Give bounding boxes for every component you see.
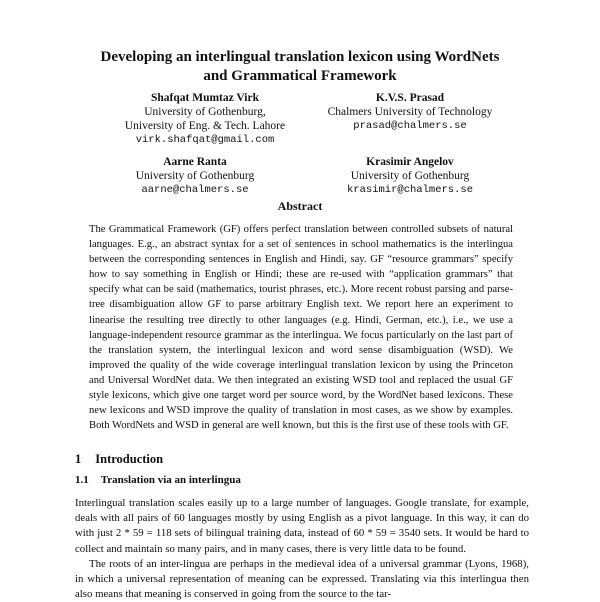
author-affiliation: University of Gothenburg bbox=[350, 170, 470, 182]
author-name: Shafqat Mumtaz Virk bbox=[151, 92, 259, 104]
author-name: K.V.S. Prasad bbox=[375, 92, 445, 104]
author-affiliation: University of Gothenburg bbox=[135, 170, 255, 182]
author-affiliation: University of Eng. & Tech. Lahore bbox=[124, 120, 286, 132]
subsection-title: Translation via an interlingua bbox=[100, 474, 241, 486]
author-email: virk.shafqat@gmail.com bbox=[135, 134, 275, 146]
author-block bbox=[95, 91, 315, 147]
author-block bbox=[305, 155, 515, 197]
author-affiliation: Chalmers University of Technology bbox=[327, 106, 493, 118]
body-text bbox=[75, 496, 529, 602]
section-title: Introduction bbox=[95, 452, 164, 466]
body-paragraph: The roots of an inter-lingua are perhaps in the medieval idea of a universal grammar (Lyons, 1968), in which a universal representation of meaning can be expressed. Translating via this interlingua then also means that meaning is conserved in going from the source to the tar- bbox=[75, 557, 529, 601]
author-block bbox=[300, 91, 520, 133]
author-name: Aarne Ranta bbox=[163, 156, 227, 168]
title-line-2: and Grammatical Framework bbox=[203, 68, 397, 84]
author-email: prasad@chalmers.se bbox=[353, 120, 467, 132]
paper-title bbox=[60, 48, 540, 86]
author-affiliation: University of Gothenburg, bbox=[144, 106, 266, 118]
section-heading bbox=[75, 452, 163, 467]
abstract-body bbox=[89, 222, 513, 433]
subsection-number: 1.1 bbox=[75, 474, 89, 486]
section-number: 1 bbox=[75, 452, 82, 466]
author-block bbox=[95, 155, 295, 197]
author-email: krasimir@chalmers.se bbox=[346, 184, 474, 196]
body-paragraph: Interlingual translation scales easily up to a large number of languages. Google translate, for example, deals with all pairs of 60 languages mostly by using English as a pivot language. In this way, it can do with just 2 * 59 = 118 sets of bilingual training data, instead of 60 * 59 = 3540 sets. It would be hard to collect and maintain so many pairs, and in many cases, there is very little data to be found. bbox=[75, 497, 529, 555]
abstract-paragraph: The Grammatical Framework (GF) offers perfect translation between controlled subsets of natural languages. E.g., an abstract syntax for a set of sentences in school mathematics is the interlingua between the corresponding sentences in English and Hindi, say. GF “resource grammars” specify how to say something in English or Hindi; these are re-used with “application grammars” that specify what can be said (mathematics, tourist phrases, etc.). More recent robust parsing and parse-tree disambiguation allow GF to parse arbitrary English text. We report here an experiment to linearise the resulting tree directly to other languages (e.g. Hindi, German, etc.), i.e., we use a language-independent resource grammar as the interlingua. We focus particularly on the last part of the translation system, the interlingual lexicon and word sense disambiguation (WSD). We improved the quality of the wide coverage interlingual translation lexicon by using the Princeton and Universal WordNet data. We then integrated an existing WSD tool and replaced the usual GF style lexicons, which give one target word per source word, by the WordNet based lexicons. These new lexicons and WSD improve the quality of translation in most cases, as we show by examples. Both WordNets and WSD in general are well known, but this is the first use of these tools with GF. bbox=[89, 224, 513, 432]
abstract-heading: Abstract bbox=[277, 199, 323, 213]
subsection-heading bbox=[75, 474, 241, 486]
author-email: aarne@chalmers.se bbox=[141, 184, 249, 196]
author-name: Krasimir Angelov bbox=[366, 156, 454, 168]
title-line-1: Developing an interlingual translation lexicon using WordNets bbox=[100, 49, 500, 65]
